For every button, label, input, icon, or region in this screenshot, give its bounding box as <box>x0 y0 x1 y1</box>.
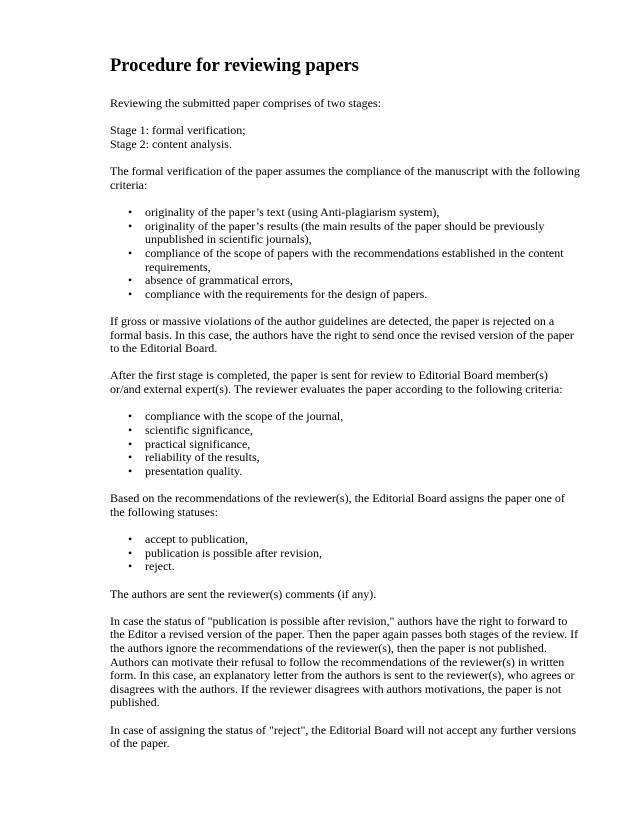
list-item: • reliability of the results, <box>110 451 580 465</box>
list-item: • compliance with the scope of the journal, <box>110 410 580 424</box>
page-title: Procedure for reviewing papers <box>110 56 359 76</box>
review-criteria-list <box>110 410 580 478</box>
violations-paragraph: If gross or massive violations of the author guidelines are detected, the paper is rejected on a formal basis. In this case, the authors have the right to send once the revised version of the paper to the Editorial Board. <box>110 313 574 356</box>
list-item: • originality of the paper’s results (the main results of the paper should be previously unpublished in scientific journals), <box>110 220 580 247</box>
stage-1-line: Stage 1: formal verification; <box>110 123 246 138</box>
formal-criteria-list <box>110 206 580 301</box>
intro-paragraph: Reviewing the submitted paper comprises of two stages: <box>110 96 381 110</box>
reject-paragraph: In case of assigning the status of "reject", the Editorial Board will not accept any further versions of the paper. <box>110 722 576 751</box>
list-item: • accept to publication, <box>110 533 580 547</box>
list-item: • reject. <box>110 560 580 574</box>
formal-verification-intro: The formal verification of the paper assumes the compliance of the manuscript with the following criteria: <box>110 163 580 192</box>
list-item: • absence of grammatical errors, <box>110 274 580 288</box>
document-page <box>110 55 580 764</box>
list-item: • originality of the paper’s text (using Anti-plagiarism system), <box>110 206 580 220</box>
list-item: • presentation quality. <box>110 465 580 479</box>
list-item: • practical significance, <box>110 438 580 452</box>
review-intro-paragraph: After the first stage is completed, the paper is sent for review to Editorial Board member(s) or/and external expert(s). The reviewer evaluates the paper according to the following criteria: <box>110 368 563 396</box>
list-item: • publication is possible after revision, <box>110 547 580 561</box>
list-item: • scientific significance, <box>110 424 580 438</box>
statuses-list <box>110 533 580 574</box>
list-item: • compliance of the scope of papers with the recommendations established in the content requirements, <box>110 247 580 274</box>
revision-paragraph: In case the status of "publication is possible after revision," authors have the right to forward to the Editor a revised version of the paper. Then the paper again passes both stages of the review. If the authors ignore the recommendations of the reviewer(s), then the paper is not published. Authors can motivate their refusal to follow the recommendations of the reviewer(s) in written form. In this case, an explanatory letter from the authors is sent to the reviewer(s), who agrees or disagrees with the authors. If the reviewer disagrees with authors motivations, the paper is not published. <box>110 613 579 710</box>
stage-2-line: Stage 2: content analysis. <box>110 136 232 151</box>
stages-paragraph <box>110 124 580 151</box>
statuses-intro-paragraph: Based on the recommendations of the reviewer(s), the Editorial Board assigns the paper one of the following statuses: <box>110 491 565 519</box>
list-item: • compliance with the requirements for the design of papers. <box>110 288 580 302</box>
comments-paragraph: The authors are sent the reviewer(s) comments (if any). <box>110 586 377 601</box>
